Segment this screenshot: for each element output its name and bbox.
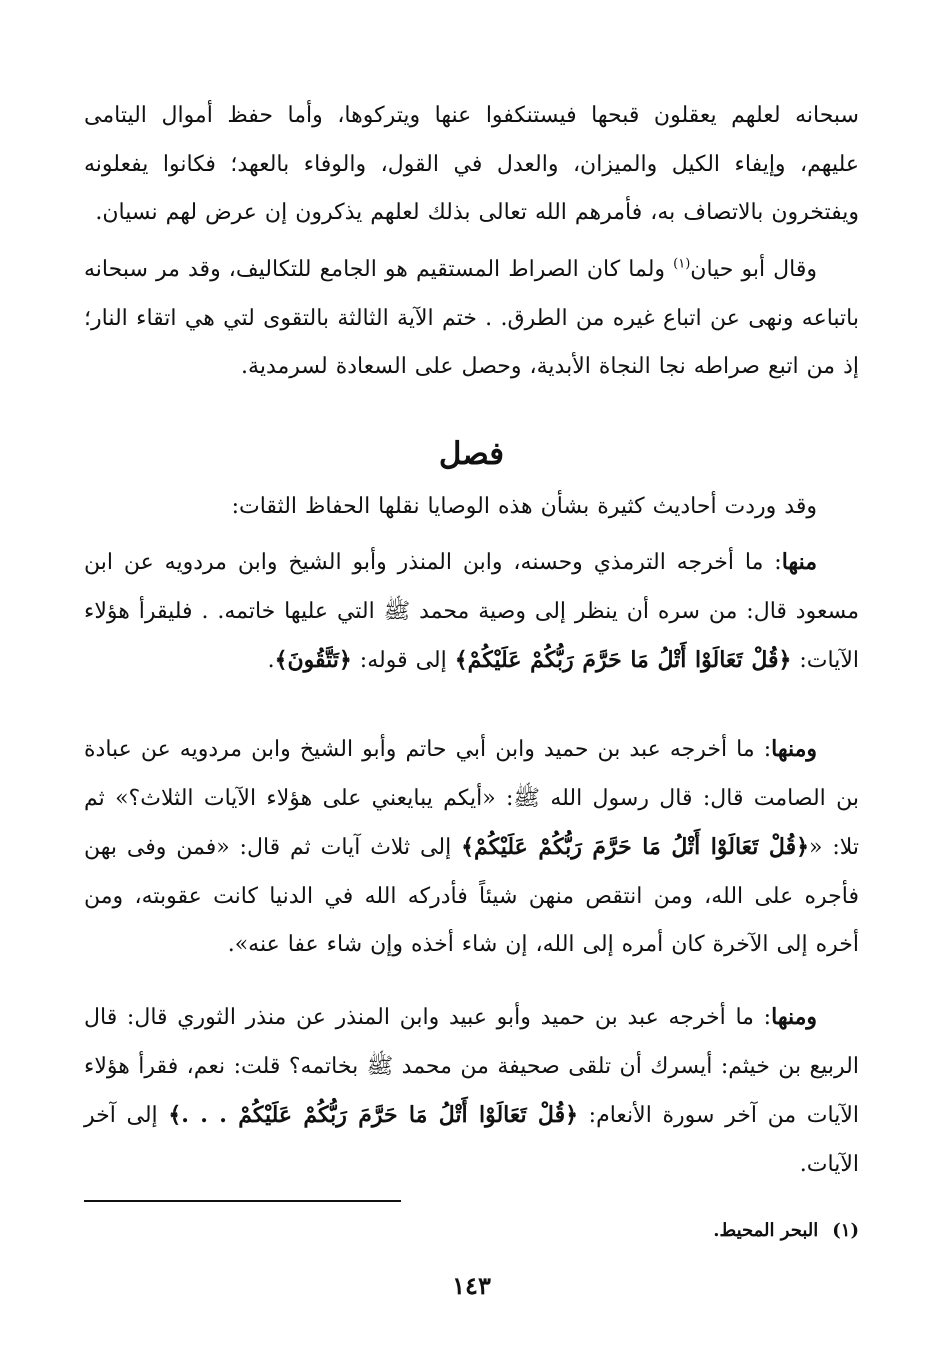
hadith-1-text-3: .	[267, 648, 275, 673]
hadith-1-text-1: : ما أخرجه الترمذي وحسنه، وابن المنذر وأبو الشيخ وابن مردويه عن ابن مسعود قال: من سره أن ينظر إلى وصية محمد ﷺ التي عليها خاتمه. . فليقرأ هؤلاء الآيات:	[84, 550, 859, 673]
paragraph-2	[84, 246, 859, 392]
paragraph-2-opening: وقال أبو حيان	[690, 257, 818, 282]
hadith-paragraph-3	[84, 993, 859, 1189]
hadith-2-text-1: : ما أخرجه عبد بن حميد وابن أبي حاتم وأبو الشيخ وابن مردويه عن عبادة بن الصامت قال: قال رسول الله ﷺ: «أيكم يبايعني على هؤلاء الآيات الثلاث؟» ثم تلا: «	[84, 737, 859, 860]
hadith-3-quran-1: ﴿قُلْ تَعَالَوْا أَتْلُ مَا حَرَّمَ رَبُّكُمْ عَلَيْكُمْ . . .﴾	[168, 1102, 579, 1128]
hadith-paragraph-1	[84, 538, 859, 686]
hadith-2-text-2: إلى ثلاث آيات ثم قال: «فمن وفى بهن فأجره على الله، ومن انتقص منهن شيئاً فأدركه الله في الدنيا كانت عقوبته، ومن أخره إلى الآخرة كان أمره إلى الله، إن شاء أخذه وإن شاء عفا عنه».	[84, 835, 859, 957]
hadith-1-quran-2: ﴿تَتَّقُونَ﴾	[274, 647, 352, 673]
footnote-divider	[84, 1200, 401, 1202]
hadith-3-text-1: : ما أخرجه عبد بن حميد وأبو عبيد وابن المنذر عن منذر الثوري قال: قال الربيع بن خيثم: أيسرك أن تلقى صحيفة من محمد ﷺ بخاتمه؟ قلت: نعم، فقرأ هؤلاء الآيات من آخر سورة الأنعام:	[84, 1005, 859, 1128]
hadith-2-lead: ومنها	[771, 736, 817, 762]
footnote-reference: (١)	[673, 256, 691, 272]
hadith-3-text-2: إلى آخر الآيات.	[84, 1103, 859, 1177]
hadith-1-quran-1: ﴿قُلْ تَعَالَوْا أَتْلُ مَا حَرَّمَ رَبُّكُمْ عَلَيْكُمْ﴾	[454, 647, 792, 673]
hadith-3-lead: ومنها	[771, 1004, 817, 1030]
hadith-2-quran-1: ﴿قُلْ تَعَالَوْا أَتْلُ مَا حَرَّمَ رَبُّكُمْ عَلَيْكُمْ﴾	[461, 834, 809, 860]
footnote-marker: (١)	[832, 1220, 859, 1241]
hadith-1-text-2: إلى قوله:	[351, 648, 455, 673]
footnote-text: البحر المحيط.	[713, 1220, 819, 1241]
book-page	[84, 92, 859, 1327]
page-number: ١٤٣	[452, 1271, 491, 1300]
paragraph-2-body: ولما كان الصراط المستقيم هو الجامع للتكاليف، وقد مر سبحانه باتباعه ونهى عن اتباع غيره من الطرق. . ختم الآية الثالثة بالتقوى لتي هي اتقاء النار؛ إذ من اتبع صراطه نجا النجاة الأبدية، وحصل على السعادة لسرمدية.	[84, 257, 859, 379]
paragraph-1: سبحانه لعلهم يعقلون قبحها فيستنكفوا عنها ويتركوها، وأما حفظ أموال اليتامى عليهم، وإيفاء الكيل والميزان، والعدل في القول، والوفاء بالعهد؛ فكانوا يفعلونه ويفتخرون بالاتصاف به، فأمرهم الله تعالى بذلك لعلهم يذكرون إن عرض لهم نسيان.	[84, 103, 859, 225]
hadith-1-lead: منها	[781, 549, 817, 575]
hadith-paragraph-2	[84, 725, 859, 970]
footnote	[84, 1212, 859, 1250]
section-heading: فصل	[438, 436, 505, 472]
section-intro: وقد وردت أحاديث كثيرة بشأن هذه الوصايا نقلها الحفاظ الثقات:	[231, 494, 817, 519]
